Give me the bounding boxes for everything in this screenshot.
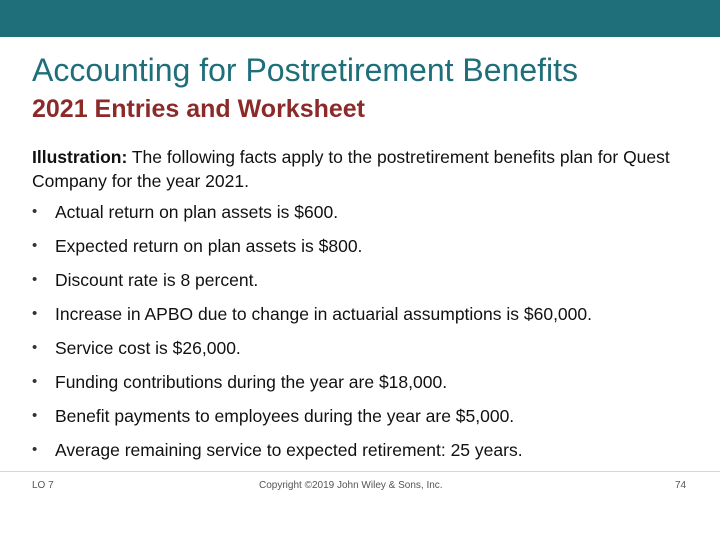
list-item-text: Benefit payments to employees during the year are $5,000. <box>55 406 515 426</box>
bullet-icon: • <box>32 339 38 356</box>
footer-divider <box>0 471 720 472</box>
facts-list <box>32 199 702 471</box>
bullet-icon: • <box>32 237 38 254</box>
header-band <box>0 0 720 37</box>
slide-subtitle: 2021 Entries and Worksheet <box>32 95 366 123</box>
bullet-icon: • <box>32 373 38 390</box>
bullet-icon: • <box>32 203 38 220</box>
list-item <box>32 437 702 471</box>
list-item-text: Service cost is $26,000. <box>55 338 241 358</box>
list-item <box>32 335 702 369</box>
bullet-icon: • <box>32 271 38 288</box>
slide-title: Accounting for Postretirement Benefits <box>32 52 579 88</box>
learning-objective: LO 7 <box>32 480 54 491</box>
illustration-intro <box>32 145 702 193</box>
copyright-notice: Copyright ©2019 John Wiley & Sons, Inc. <box>259 480 443 491</box>
bullet-icon: • <box>32 407 38 424</box>
page-number: 74 <box>675 480 687 491</box>
list-item-text: Increase in APBO due to change in actuarial assumptions is $60,000. <box>55 304 592 324</box>
illustration-label: Illustration: <box>32 147 128 167</box>
bullet-icon: • <box>32 305 38 322</box>
list-item-text: Actual return on plan assets is $600. <box>55 202 339 222</box>
list-item <box>32 233 702 267</box>
list-item-text: Discount rate is 8 percent. <box>55 270 259 290</box>
list-item <box>32 369 702 403</box>
list-item <box>32 301 702 335</box>
bullet-icon: • <box>32 441 38 458</box>
illustration-text: The following facts apply to the postretirement benefits plan for Quest Company for the year 2021. <box>32 147 670 191</box>
list-item <box>32 267 702 301</box>
list-item-text: Average remaining service to expected retirement: 25 years. <box>55 440 523 460</box>
list-item-text: Funding contributions during the year are $18,000. <box>55 372 448 392</box>
list-item-text: Expected return on plan assets is $800. <box>55 236 363 256</box>
list-item <box>32 199 702 233</box>
list-item <box>32 403 702 437</box>
